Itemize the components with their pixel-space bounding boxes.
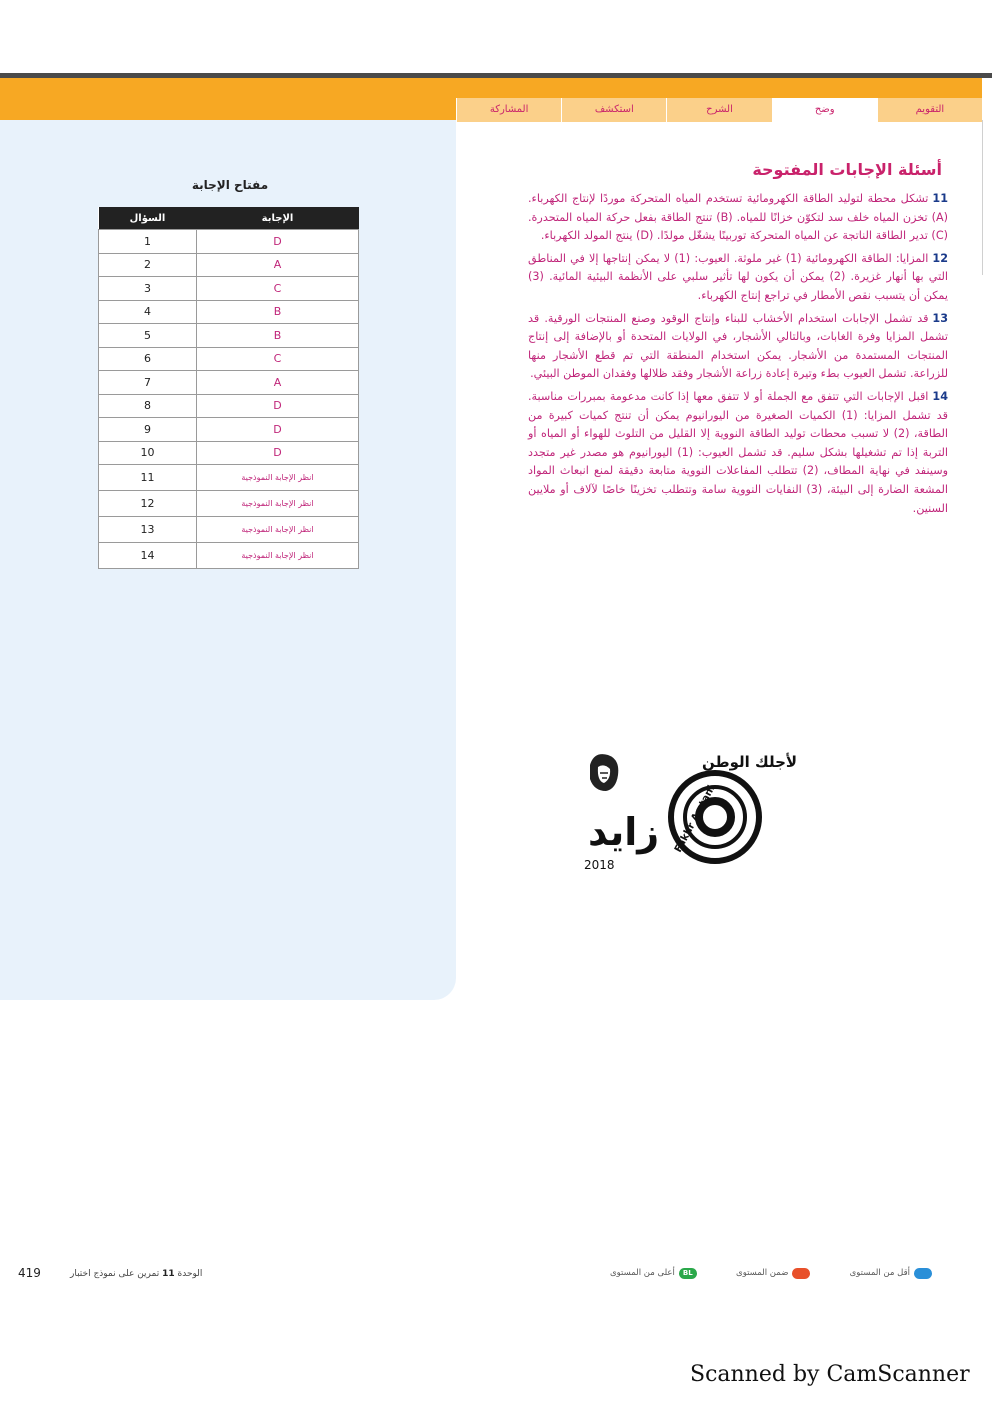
table-row bbox=[99, 491, 359, 517]
answer-cell: انظر الإجابة النموذجية bbox=[197, 543, 359, 569]
level-label: ضمن المستوى bbox=[736, 1268, 789, 1278]
table-row bbox=[99, 300, 359, 324]
level-above bbox=[610, 1268, 697, 1279]
tab-engage[interactable]: المشاركة bbox=[456, 98, 561, 122]
answer-cell: C bbox=[197, 347, 359, 371]
table-row bbox=[99, 253, 359, 277]
level-badge-icon bbox=[914, 1268, 932, 1279]
question-number: 3 bbox=[99, 277, 197, 301]
tab-elaborate[interactable]: وضح bbox=[772, 98, 877, 122]
zayed-script: زايد bbox=[588, 810, 660, 854]
answer-text: قد تشمل الإجابات استخدام الأخشاب للبناء وإنتاج الوقود وصنع المنتجات الورقية. قد تشمل المزايا وفرة الغابات، وبالتالي الأشجار، في الولايات المتحدة أو بالإضافة إلى إنتاج المنتجات المستمدة من الأشجار. يمكن استخدام المنطقة التي تم قطع الأشجار منها للزراعة. تشمل العيوب بطء وتيرة إعادة زراعة الأشجار وفقد ظلالها وفقدان الموطن البيئي. bbox=[528, 311, 948, 381]
answer-cell: D bbox=[197, 441, 359, 465]
level-legend bbox=[610, 1263, 932, 1283]
answer-cell: B bbox=[197, 324, 359, 348]
answer-item bbox=[528, 388, 948, 518]
answer-key-table bbox=[98, 207, 359, 569]
question-number: 14 bbox=[99, 543, 197, 569]
tab-evaluate[interactable]: التقويم bbox=[877, 98, 982, 122]
table-row bbox=[99, 230, 359, 254]
answer-number: 11 bbox=[932, 192, 948, 205]
level-label: أعلى من المستوى bbox=[610, 1268, 675, 1278]
page-edge bbox=[982, 120, 993, 275]
question-number: 5 bbox=[99, 324, 197, 348]
answer-text: تشكل محطة لتوليد الطاقة الكهرومائية تستخدم المياه المتحركة موردًا لإنتاج الكهرباء. (A) تخزن المياه خلف سد لتكوّن خزانًا للمياه. (B) تنتج الطاقة بفعل حركة المياه المتحدرة. (C) تدير الطاقة الناتجة عن المياه المتحركة توربينًا يشغّل مولدًا. (D) ينتج المولد الكهرباء. bbox=[528, 192, 948, 243]
open-answers-heading: أسئلة الإجابات المفتوحة bbox=[752, 160, 942, 179]
unit-title: تمرين على نموذج اختبار bbox=[70, 1269, 160, 1279]
unit-label bbox=[70, 1269, 202, 1279]
level-within bbox=[736, 1268, 810, 1279]
table-row bbox=[99, 543, 359, 569]
level-badge-icon: BL bbox=[679, 1268, 697, 1279]
answer-item bbox=[528, 310, 948, 384]
table-row bbox=[99, 441, 359, 465]
header-band bbox=[0, 78, 982, 98]
tab-explain[interactable]: الشرح bbox=[666, 98, 771, 122]
question-number: 1 bbox=[99, 230, 197, 254]
answer-cell: A bbox=[197, 253, 359, 277]
answer-number: 12 bbox=[932, 251, 948, 265]
unit-number: 11 bbox=[162, 1269, 175, 1279]
table-row bbox=[99, 371, 359, 395]
table-row bbox=[99, 347, 359, 371]
question-number: 12 bbox=[99, 491, 197, 517]
answer-text: المزايا: الطاقة الكهرومائية (1) غير ملوثة. العيوب: (1) لا يمكن إنتاجها إلا في المناطق التي بها أنهار غزيرة. (2) يمكن أن يكون لها تأثير سلبي على الأنظمة البيئية المائية. (3) يمكن أن يتسبب نقص الأمطار في تراجع إنتاج الكهرباء. bbox=[528, 251, 949, 302]
table-row bbox=[99, 418, 359, 442]
question-number: 10 bbox=[99, 441, 197, 465]
answer-cell: انظر الإجابة النموذجية bbox=[197, 491, 359, 517]
header-band-left bbox=[0, 98, 456, 120]
answer-cell: D bbox=[197, 230, 359, 254]
table-row bbox=[99, 394, 359, 418]
answer-key-title: مفتاح الإجابة bbox=[191, 178, 269, 192]
answer-cell: B bbox=[197, 300, 359, 324]
answer-number: 13 bbox=[932, 311, 948, 325]
zayed-year: 2018 bbox=[584, 858, 615, 872]
level-badge-icon bbox=[792, 1268, 810, 1279]
question-number: 7 bbox=[99, 371, 197, 395]
question-number: 2 bbox=[99, 253, 197, 277]
homeland-stamp bbox=[671, 753, 797, 861]
answer-cell: انظر الإجابة النموذجية bbox=[197, 517, 359, 543]
table-row bbox=[99, 324, 359, 348]
answer-cell: D bbox=[197, 394, 359, 418]
answer-cell: انظر الإجابة النموذجية bbox=[197, 465, 359, 491]
answer-text: اقبل الإجابات التي تتفق مع الجملة أو لا تتفق معها إذا كانت مدعومة بمبررات مناسبة. قد تشمل المزايا: (1) الكميات الصغيرة من اليورانيوم يمكن أن تنتج كميات كبيرة من الطاقة، (2) لا تسبب محطات توليد الطاقة النووية إلا القليل من التلوث للهواء أو المياه أو التربة إذا تم تشغيلها بشكل سليم. قد تشمل العيوب: (1) اليورانيوم هو مصدر غير متجدد وسينفد في نهاية المطاف، (2) تتطلب المفاعلات النووية متابعة دقيقة لمنع انبعاث المواد المشعة الضارة إلى البيئة، (3) النفايات النووية سامة وتتطلب تخزينًا خاصًا لآلاف أو ملايين السنين. bbox=[528, 389, 948, 515]
answer-number: 14 bbox=[932, 389, 948, 403]
page-number: 419 bbox=[18, 1266, 41, 1280]
question-number: 4 bbox=[99, 300, 197, 324]
level-label: أقل من المستوى bbox=[849, 1268, 910, 1278]
question-number: 11 bbox=[99, 465, 197, 491]
question-number: 8 bbox=[99, 394, 197, 418]
answer-item bbox=[528, 250, 948, 306]
zayed-stamp bbox=[584, 754, 659, 872]
open-answers-list bbox=[528, 190, 948, 522]
col-answer-header: الإجابة bbox=[197, 207, 359, 230]
circle-latin: Fakhr Awtani bbox=[672, 783, 718, 855]
tab-explore[interactable]: استكشف bbox=[561, 98, 666, 122]
table-row bbox=[99, 465, 359, 491]
stamps bbox=[580, 745, 798, 875]
table-row bbox=[99, 277, 359, 301]
scanner-watermark: Scanned by CamScanner bbox=[690, 1362, 970, 1387]
lesson-tabs bbox=[456, 98, 982, 122]
answer-item bbox=[528, 190, 948, 246]
question-number: 13 bbox=[99, 517, 197, 543]
question-number: 6 bbox=[99, 347, 197, 371]
table-row bbox=[99, 517, 359, 543]
answer-cell: A bbox=[197, 371, 359, 395]
col-question-header: السؤال bbox=[99, 207, 197, 230]
answer-cell: C bbox=[197, 277, 359, 301]
circle-text: لأجلك الوطن bbox=[702, 753, 798, 771]
unit-word: الوحدة bbox=[177, 1269, 203, 1279]
level-below bbox=[850, 1268, 932, 1279]
question-number: 9 bbox=[99, 418, 197, 442]
answer-cell: D bbox=[197, 418, 359, 442]
